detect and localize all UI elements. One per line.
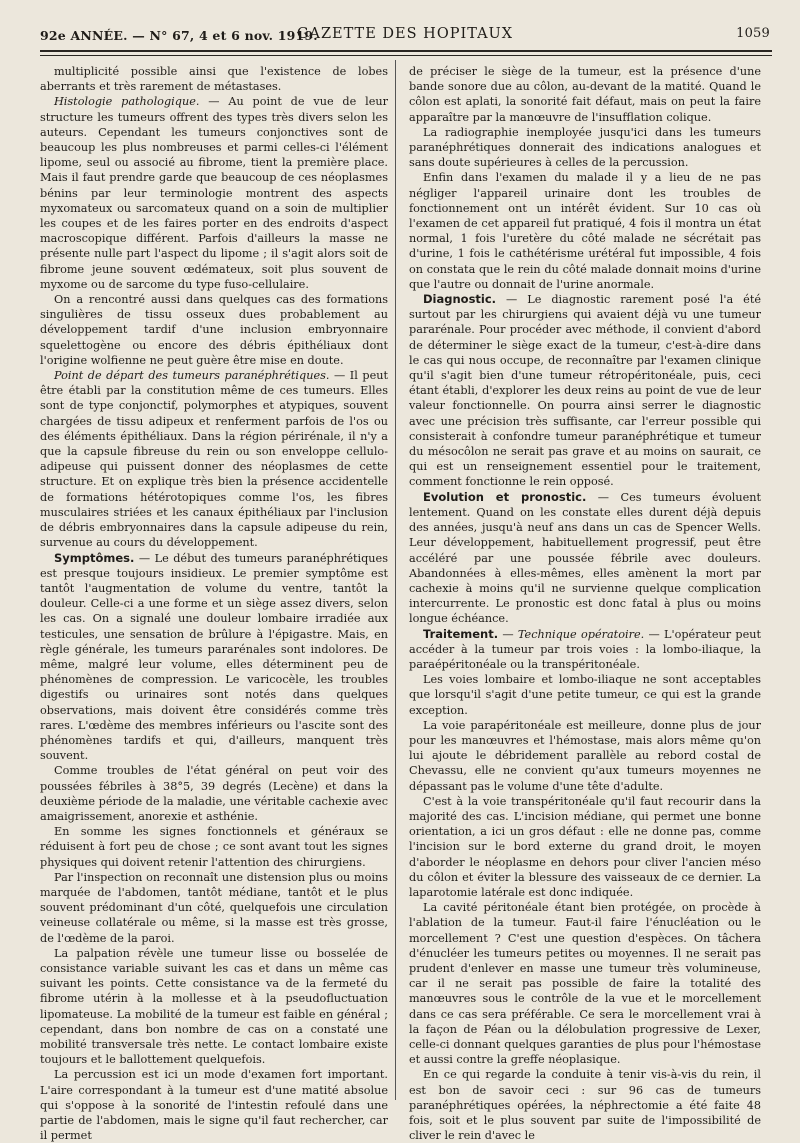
paragraph <box>40 94 388 292</box>
paragraph <box>40 946 388 1068</box>
paragraph <box>409 170 761 292</box>
page-number: 1059 <box>736 26 770 41</box>
paragraph-text: C'est à la voie transpéritonéale qu'il faut recourir dans la majorité des cas. L'incision médiane, qui permet une bonne orientation, a ici un gros défaut : elle ne donne pas, comme l'incision sur le bord externe du grand droit, le moyen d'aborder le néoplasme en dehors pour cliver l'ancien méso du côlon et éviter la blessure des vaisseaux de ce dernier. La laparotomie latérale est donc indiquée. <box>409 794 761 899</box>
paragraph <box>40 824 388 870</box>
header-rule-thick <box>40 50 772 52</box>
left-column <box>40 64 388 1143</box>
issue-info: 92e ANNÉE. — N° 67, 4 et 6 nov. 1919. <box>40 28 318 43</box>
paragraph <box>409 718 761 794</box>
paragraph-lead: Technique opératoire. <box>517 627 645 641</box>
paragraph <box>40 292 388 368</box>
paragraph-text: La radiographie inemployée jusqu'ici dans les tumeurs paranéphrétiques donnerait des indications analogues et sans doute supérieures à celles de la percussion. <box>409 125 761 170</box>
paragraph <box>40 551 388 764</box>
paragraph-text: Comme troubles de l'état général on peut voir des poussées fébriles à 38°5, 39 degrés (Lecène) et dans la deuxième période de la maladie, une véritable cachexie avec amaigrissement, anorexie et asthénie. <box>40 764 388 823</box>
paragraph-text: La percussion est ici un mode d'examen fort important. L'aire correspondant à la tumeur est d'une matité absolue qui s'oppose à la sonorité de l'intestin refoulé dans une partie de l'abdomen, mais le signe qu'il faut rechercher, car il permet <box>40 1068 388 1143</box>
paragraph-lead: Histologie pathologique. <box>54 95 200 109</box>
paragraph-text: multiplicité possible ainsi que l'existence de lobes aberrants et très rarement de métastases. <box>40 65 388 94</box>
paragraph-text: — Au point de vue de leur structure les tumeurs offrent des types très divers selon les auteurs. Cependant les tumeurs conjonctives sont de beaucoup les plus nombreuses et parmi celles-ci l'élément lipome, seul ou associé au fibrome, tient la première place. Mais il faut prendre garde que beaucoup de ces néoplasmes bénins par leur terminologie montrent des aspects myxomateux ou sarcomateux quand on a soin de multiplier les coupes et de les faires porter en des endroits d'aspect macroscopique différent. Parfois d'ailleurs la masse ne présente nulle part l'aspect du lipome ; il s'agit alors soit de fibrome jeune souvent œdémateux, soit plus souvent de myxome ou de sarcome du type fuso-cellulaire. <box>40 95 388 291</box>
paragraph <box>40 763 388 824</box>
paragraph: Traitement. — Technique opératoire. — L'opérateur peut accéder à la tumeur par trois voies : la lombo-iliaque, la paraépéritonéale ou la transpéritonéale. <box>409 626 761 671</box>
right-column <box>409 64 761 1143</box>
paragraph <box>409 672 761 718</box>
paragraph-text: En somme les signes fonctionnels et généraux se réduisent à fort peu de chose ; ce sont avant tout les signes physiques qui doivent retenir l'attention des chirurgiens. <box>40 825 388 869</box>
paragraph-text: La palpation révèle une tumeur lisse ou bosselée de consistance variable suivant les cas et dans un même cas suivant les points. Cette consistance va de la fermeté du fibrome utérin à la mollesse et à la pseudofluctuation lipomateuse. La mobilité de la tumeur est faible en général ; cependant, dans bon nombre de cas on a constaté une mobilité transversale très nette. Le contact lombaire existe toujours et le ballottement quelquefois. <box>40 946 388 1067</box>
section-heading: Evolution et pronostic. <box>423 489 587 504</box>
paragraph-text: — Il peut être établi par la constitution même de ces tumeurs. Elles sont de type conjonctif, polymorphes et atypiques, souvent chargées de tissu adipeux et renferment parfois de l'os ou des éléments épithéliaux. Dans la région périrénale, il n'y a que la capsule fibreuse du rein ou son enveloppe cellulo-adipeuse qui puissent donner des néoplasmes de cette structure. Et on explique très bien la présence accidentelle de formations hétérotopiques comme l'os, les fibres musculaires striées et les canaux épithéliaux par l'inclusion de débris embryonnaires dans la capsule adipeuse du rein, survenue au cours du développement. <box>40 369 388 550</box>
section-heading: Symptômes. <box>54 550 135 565</box>
column-divider <box>395 60 396 1100</box>
paragraph-text: — Le diagnostic rarement posé l'a été surtout par les chirurgiens qui avaient déjà vu une tumeur pararénale. Pour procéder avec méthode, il convient d'abord de déterminer le siège exact de la tumeur, c'est-à-dire dans le cas qui nous occupe, de reconnaître par l'examen clinique qu'il s'agit bien d'une tumeur rétropéritonéale, puis, ceci étant établi, d'explorer les deux reins au point de vue de leur valeur fonctionnelle. On pourra ainsi serrer le diagnostic avec une précision très suffisante, car l'erreur possible qui consisterait à confondre tumeur paranéphrétique et tumeur du mésocôlon ne serait pas grave et au moins on saurait, ce qui est un renseignement essentiel pour le traitement, comment fonctionne le rein opposé. <box>409 293 761 489</box>
paragraph <box>409 125 761 171</box>
section-heading: Diagnostic. <box>423 292 497 307</box>
header-rule-thin <box>40 55 772 56</box>
paragraph <box>409 64 761 125</box>
journal-title: GAZETTE DES HOPITAUX <box>296 26 514 42</box>
paragraph <box>409 1067 761 1143</box>
paragraph-text: Par l'inspection on reconnaît une distension plus ou moins marquée de l'abdomen, tantôt médiane, tantôt et le plus souvent prédominant d'un côté, quelquefois une circulation veineuse collatérale ou même, si la masse est très grosse, de l'œdème de la paroi. <box>40 870 388 945</box>
page-header <box>40 26 770 46</box>
paragraph-text: La cavité péritonéale étant bien protégée, on procède à l'ablation de la tumeur. Faut-il faire l'énucléation ou le morcellement ? C'est une question d'espèces. On tâchera d'énucléer les tumeurs petites ou moyennes. Il ne serait pas prudent d'enlever en masse une tumeur très volumineuse, car il ne serait pas possible de faire la totalité des manœuvres sous le contrôle de la vue et le morcellement dans ce cas sera préférable. Ce sera le morcellement vrai à la façon de Péan ou la délobulation progressive de Lexer, celle-ci donnant quelques garanties de plus pour l'hémostase et aussi contre la greffe néoplasique. <box>409 901 761 1067</box>
paragraph-text: — Le début des tumeurs paranéphrétiques est presque toujours insidieux. Le premier symptôme est tantôt l'augmentation de volume du ventre, tantôt la douleur. Celle-ci a une forme et un siège assez divers, selon les cas. On a signalé une douleur lombaire irradiée aux testicules, une sensation de brûlure à l'épigastre. Mais, en règle générale, les tumeurs pararénales sont indolores. De même, malgré leur volume, elles déterminent peu de phénomènes de compression. Le varicocèle, les troubles digestifs ou urinaires sont notés dans quelques observations, mais doivent être considérés comme très rares. L'œdème des membres inférieurs ou l'ascite sont des phénomènes tardifs et qui, d'ailleurs, manquent très souvent. <box>40 551 388 763</box>
paragraph <box>40 64 388 94</box>
section-heading: Traitement. <box>423 626 499 641</box>
paragraph <box>409 292 761 490</box>
paragraph-text: — Ces tumeurs évoluent lentement. Quand on les constate elles durent déjà depuis des années, jusqu'à neuf ans dans un cas de Spencer Wells. Leur développement, habituellement progressif, peut être accéléré par une poussée fébrile avec douleurs. Abandonnées à elles-mêmes, elles amènent la mort par cachexie à moins qu'il ne survienne quelque complication intercurrente. Le pronostic est donc fatal à plus ou moins longue échéance. <box>409 490 761 626</box>
paragraph <box>40 368 388 550</box>
paragraph-text: Les voies lombaire et lombo-iliaque ne sont acceptables que lorsqu'il s'agit d'une petite tumeur, ce qui est la grande exception. <box>409 673 761 717</box>
paragraph-text: En ce qui regarde la conduite à tenir vis-à-vis du rein, il est bon de savoir ceci : sur 96 cas de tumeurs paranéphrétiques opérées, la néphrectomie a été faite 48 fois, soit et le plus souvent par suite de l'impossibilité de cliver le rein d'avec le <box>409 1068 761 1143</box>
paragraph-text: — L'opérateur peut accéder à la tumeur par trois voies : la lombo-iliaque, la paraépéritonéale ou la transpéritonéale. <box>409 627 761 671</box>
paragraph <box>409 490 761 627</box>
paragraph <box>409 900 761 1067</box>
paragraph <box>40 870 388 946</box>
paragraph-text: On a rencontré aussi dans quelques cas des formations singulières de tissu osseux dues probablement au développement tardif d'une inclusion embryonnaire squelettogène ou encore des débris épithéliaux dont l'origine wolfienne ne peut guère être mise en doute. <box>40 293 388 367</box>
paragraph <box>409 794 761 900</box>
paragraph <box>40 1067 388 1143</box>
paragraph-lead: Point de départ des tumeurs paranéphrétiques. <box>54 369 330 383</box>
paragraph-text: de préciser le siège de la tumeur, est la présence d'une bande sonore due au côlon, au-devant de la matité. Quand le côlon est aplati, la sonorité fait défaut, mais on peut la faire apparaître par la manœuvre de l'insufflation colique. <box>409 65 761 124</box>
paragraph-text: Enfin dans l'examen du malade il y a lieu de ne pas négliger l'appareil urinaire dont les troubles de fonctionnement ont un intérêt évident. Sur 10 cas où l'examen de cet appareil fut pratiqué, 4 fois il montra un état normal, 1 fois l'uretère du côté malade ne sécrétait pas d'urine, 1 fois le cathétérisme urétéral fut impossible, 4 fois on constata que le rein du côté malade donnait moins d'urine que l'autre ou donnait de l'urine anormale. <box>409 171 761 291</box>
paragraph-text: La voie parapéritonéale est meilleure, donne plus de jour pour les manœuvres et l'hémostase, mais alors même qu'on lui ajoute le débridement parallèle au rebord costal de Chevassu, elle ne convient qu'aux tumeurs moyennes ne dépassant pas le volume d'une tête d'adulte. <box>409 718 761 793</box>
